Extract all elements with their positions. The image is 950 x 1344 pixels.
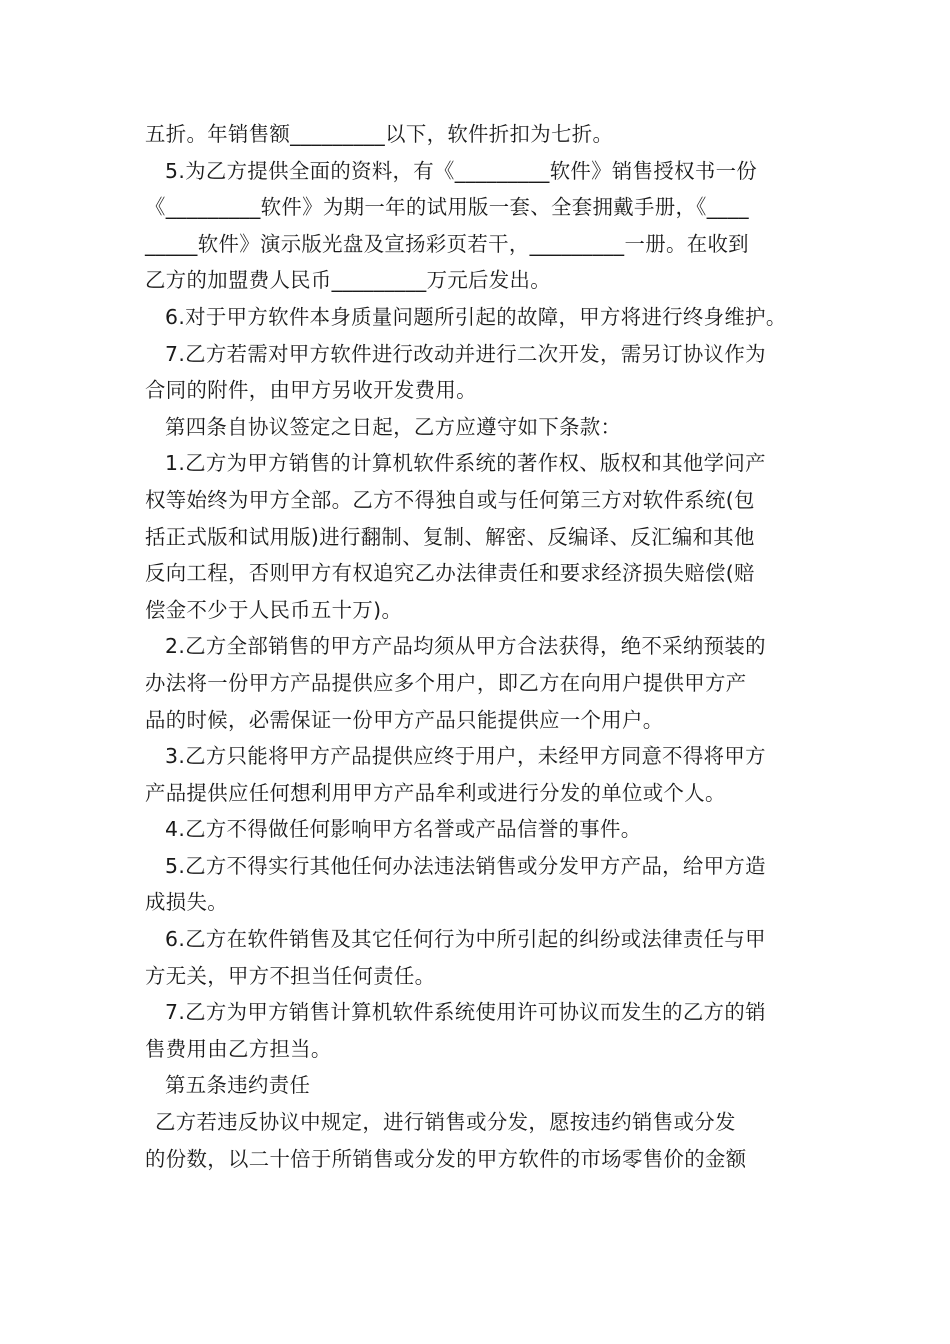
text-line: 偿金不少于人民币五十万)。 — [145, 597, 403, 622]
text-line: 5.乙方不得实行其他任何办法违法销售或分发甲方产品，给甲方造 — [165, 853, 766, 878]
text-line: 《_________软件》为期一年的试用版一套、全套拥戴手册，《____ — [145, 195, 749, 220]
text-line: 3.乙方只能将甲方产品提供应终于用户，未经甲方同意不得将甲方 — [165, 744, 766, 769]
text-line: 五折。年销售额_________以下，软件折扣为七折。 — [145, 122, 614, 146]
text-line: 5.为乙方提供全面的资料，有《_________软件》销售授权书一份 — [165, 158, 758, 183]
text-line: 6.对于甲方软件本身质量问题所引起的故障，甲方将进行终身维护。 — [165, 304, 787, 329]
text-line: 乙方的加盟费人民币_________万元后发出。 — [145, 268, 552, 293]
text-line: 成损失。 — [145, 890, 228, 915]
text-line: 括正式版和试用版)进行翻制、复制、解密、反编译、反汇编和其他 — [145, 524, 755, 549]
text-line: 的份数，以二十倍于所销售或分发的甲方软件的市场零售价的金额 — [145, 1146, 747, 1171]
text-line: 2.乙方全部销售的甲方产品均须从甲方合法获得，绝不采纳预装的 — [165, 634, 766, 659]
text-line: 品的时候，必需保证一份甲方产品只能提供应一个用户。 — [145, 707, 664, 732]
text-line: 6.乙方在软件销售及其它任何行为中所引起的纠纷或法律责任与甲 — [165, 927, 766, 952]
text-line: 4.乙方不得做任何影响甲方名誉或产品信誉的事件。 — [165, 817, 642, 842]
text-line: 办法将一份甲方产品提供应多个用户，即乙方在向用户提供甲方产 — [145, 670, 747, 695]
text-line: 7.乙方若需对甲方软件进行改动并进行二次开发，需另订协议作为 — [165, 341, 766, 366]
text-line: 反向工程，否则甲方有权追究乙办法律责任和要求经济损失赔偿(赔 — [145, 561, 755, 586]
text-line: 合同的附件，由甲方另收开发费用。 — [145, 378, 477, 403]
text-line: _____软件》演示版光盘及宣扬彩页若干，_________一册。在收到 — [145, 231, 749, 256]
text-line: 权等始终为甲方全部。乙方不得独自或与任何第三方对软件系统(包 — [145, 487, 755, 512]
section-heading: 第四条自协议签定之日起，乙方应遵守如下条款： — [165, 414, 622, 439]
text-line: 乙方若违反协议中规定，进行销售或分发，愿按违约销售或分发 — [155, 1110, 736, 1135]
section-heading: 第五条违约责任 — [165, 1073, 311, 1098]
document-body — [145, 116, 809, 1177]
text-line: 1.乙方为甲方销售的计算机软件系统的著作权、版权和其他学问产 — [165, 451, 766, 476]
text-line: 产品提供应任何想利用甲方产品牟利或进行分发的单位或个人。 — [145, 780, 726, 805]
text-line: 7.乙方为甲方销售计算机软件系统使用许可协议而发生的乙方的销 — [165, 1000, 766, 1025]
text-line: 售费用由乙方担当。 — [145, 1036, 332, 1061]
text-line: 方无关，甲方不担当任何责任。 — [145, 963, 436, 988]
